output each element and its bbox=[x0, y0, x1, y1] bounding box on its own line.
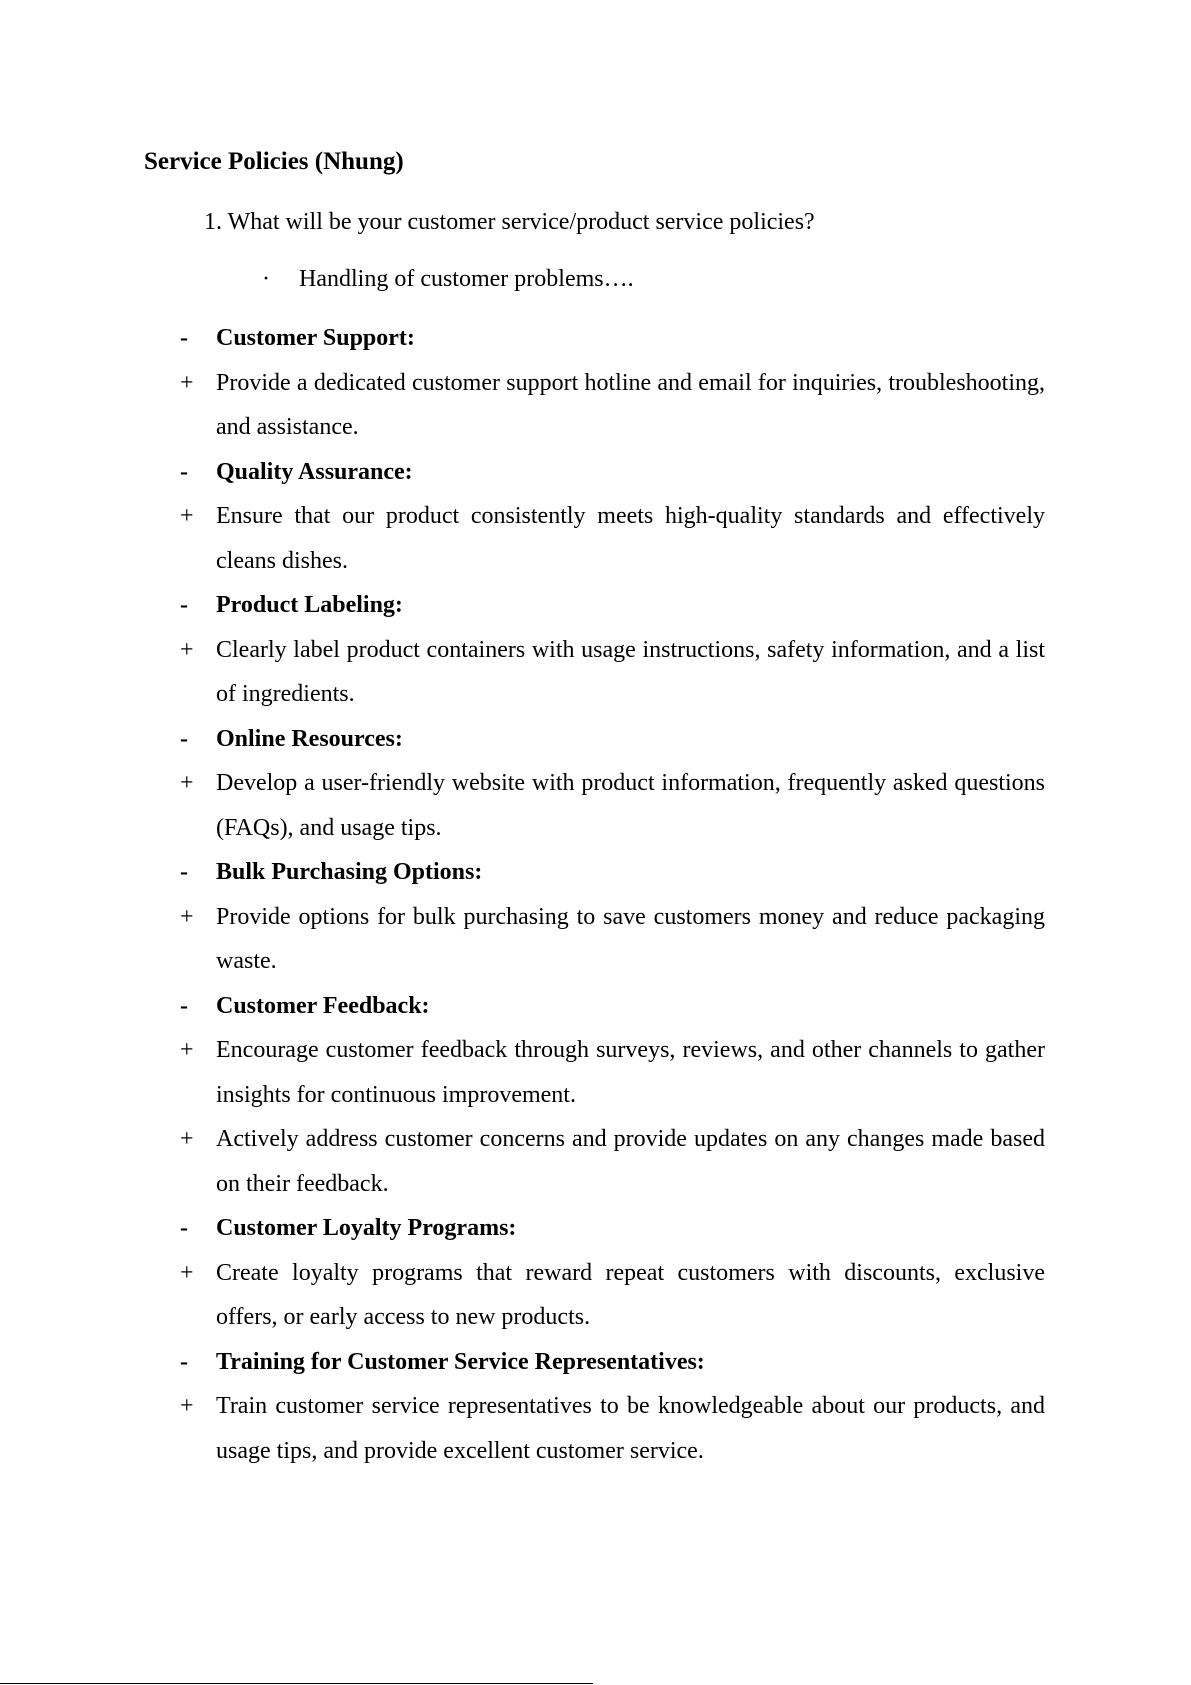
plus-marker: + bbox=[180, 770, 194, 796]
question-text: What will be your customer service/product service policies? bbox=[227, 209, 815, 235]
policy-heading bbox=[0, 1206, 1191, 1251]
policy-heading bbox=[0, 850, 1191, 895]
policy-heading-text: Online Resources: bbox=[216, 725, 403, 752]
policy-heading-text: Customer Feedback: bbox=[216, 992, 430, 1019]
dash-marker: - bbox=[180, 992, 188, 1019]
policy-point bbox=[0, 361, 1191, 450]
question-line bbox=[204, 204, 815, 240]
policy-heading bbox=[0, 717, 1191, 762]
policy-point bbox=[0, 761, 1191, 850]
plus-marker: + bbox=[180, 1126, 194, 1152]
plus-marker: + bbox=[180, 1393, 194, 1419]
policy-list bbox=[0, 316, 1191, 1473]
policy-point-text: Train customer service representatives to be knowledgeable about our products, and usage tips, and provide excellent customer service. bbox=[216, 1393, 1045, 1464]
policy-point-text: Encourage customer feedback through surveys, reviews, and other channels to gather insights for continuous improvement. bbox=[216, 1037, 1045, 1108]
policy-heading bbox=[0, 984, 1191, 1029]
dash-marker: - bbox=[180, 725, 188, 752]
policy-heading-text: Quality Assurance: bbox=[216, 458, 413, 485]
policy-point-text: Ensure that our product consistently meets high-quality standards and effectively cleans dishes. bbox=[216, 503, 1045, 574]
policy-point-text: Develop a user-friendly website with product information, frequently asked questions (FAQs), and usage tips. bbox=[216, 770, 1045, 841]
policy-heading-text: Training for Customer Service Representatives: bbox=[216, 1348, 705, 1375]
dash-marker: - bbox=[180, 1215, 188, 1241]
policy-heading bbox=[0, 316, 1191, 361]
policy-heading-text: Customer Loyalty Programs: bbox=[216, 1215, 517, 1241]
policy-point bbox=[0, 1251, 1191, 1340]
policy-point bbox=[0, 1028, 1191, 1117]
plus-marker: + bbox=[180, 503, 194, 529]
policy-heading bbox=[0, 1340, 1191, 1385]
policy-point-text: Actively address customer concerns and provide updates on any changes made based on their feedback. bbox=[216, 1126, 1045, 1197]
policy-heading bbox=[0, 450, 1191, 495]
question-number: 1. bbox=[204, 209, 222, 235]
plus-marker: + bbox=[180, 1259, 194, 1286]
policy-heading-text: Product Labeling: bbox=[216, 592, 403, 618]
dash-marker: - bbox=[180, 592, 188, 618]
dash-marker: - bbox=[180, 1348, 188, 1375]
policy-point bbox=[0, 895, 1191, 984]
page-title: Service Policies (Nhung) bbox=[144, 148, 404, 175]
plus-marker: + bbox=[180, 369, 194, 396]
footer-divider bbox=[0, 1683, 593, 1684]
policy-point-text: Create loyalty programs that reward repeat customers with discounts, exclusive offers, or early access to new products. bbox=[216, 1259, 1045, 1330]
policy-point bbox=[0, 1117, 1191, 1206]
policy-point-text: Clearly label product containers with usage instructions, safety information, and a list of ingredients. bbox=[216, 636, 1045, 707]
policy-point bbox=[0, 628, 1191, 717]
plus-marker: + bbox=[180, 903, 194, 930]
policy-heading bbox=[0, 583, 1191, 628]
sub-bullet-text: Handling of customer problems…. bbox=[299, 266, 634, 292]
plus-marker: + bbox=[180, 636, 194, 663]
bullet-dot: · bbox=[262, 266, 270, 292]
plus-marker: + bbox=[180, 1037, 194, 1063]
dash-marker: - bbox=[180, 458, 188, 485]
dash-marker: - bbox=[180, 859, 188, 885]
policy-heading-text: Customer Support: bbox=[216, 325, 415, 351]
policy-heading-text: Bulk Purchasing Options: bbox=[216, 859, 483, 885]
policy-point bbox=[0, 494, 1191, 583]
policy-point bbox=[0, 1384, 1191, 1473]
policy-point-text: Provide a dedicated customer support hotline and email for inquiries, troubleshooting, and assistance. bbox=[216, 369, 1045, 440]
policy-point-text: Provide options for bulk purchasing to save customers money and reduce packaging waste. bbox=[216, 903, 1045, 974]
dash-marker: - bbox=[180, 325, 188, 351]
